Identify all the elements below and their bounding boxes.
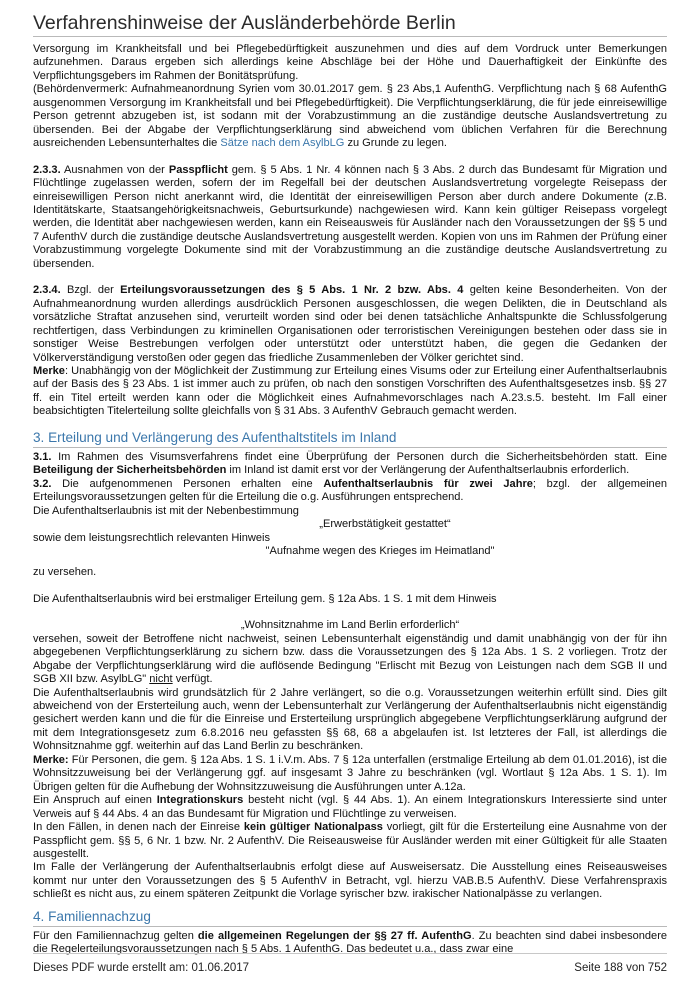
section-keyword: kein gültiger Nationalpass: [243, 821, 383, 834]
verlaengerung-paragraph: Die Aufenthaltserlaubnis wird grundsätzlich für 2 Jahre verlängert, so die o.g. Voraussetzungen weiterhin erfüllt sind. Dies gilt abweichend von der Ersterteilung auch, wenn der Lebensunterhalt zur Verlängerung der Aufenthaltserlaubnis nicht eigenständig gesichert werden kann und die für die Einreise und Ersterteilung ursprünglich abgegebene Verpflichtungserklärung aufgrund der mit dem Integrationsgesetz zum 6.8.2016 neu gefassten §§ 68, 68 a abgelaufen ist. Ist letzteres der Fall, ist allerdings die Wohnsitznahme ggf. weiterhin auf das Land Berlin zu beschränken.: [33, 686, 667, 753]
section-text: besteht nicht (vgl. § 44 Abs. 1). An einem Integrationskurs Interessierte sind unter Verweis auf § 44 Abs. 4 an das Bundesamt für Migration und Flüchtlinge zu verweisen.: [33, 794, 667, 820]
quote-erwerbstaetigkeit: „Erwerbstätigkeit gestattet“: [319, 518, 451, 531]
ersterteilung-line: Die Aufenthaltserlaubnis wird bei erstmaliger Erteilung gem. § 12a Abs. 1 S. 1 mit dem Hinweis: [33, 592, 497, 605]
section-text: Ein Anspruch auf einen: [33, 794, 157, 807]
section-keyword: Integrationskurs: [156, 794, 244, 807]
ausweisersatz-paragraph: Im Falle der Verlängerung der Aufenthaltserlaubnis erfolgt diese auf Ausweisersatz. Die Ausstellung eines Reiseausweises kommt nur unter den Voraussetzungen des § 5 AufenthV in Betracht, vgl. hierzu VAB.B.5 AufenthV. Diese Verfahrenspraxis schließt es nicht aus, zu einem späteren Zeitpunkt die Vorlage syrischer bzw. irakischer Nationalpässe zu verlangen.: [33, 861, 667, 901]
behoerdenvermerk-text: (Behördenvermerk: Aufnahmeanordnung Syrien vom 30.01.2017 gem. § 23 Abs,1 AufenthG. Verpflichtung nach § 68 AufenthG ausgenommen Versorgung im Krankheitsfall und bei Pflegebedürftigkeit). Die Verpflichtungserklärung, die für jede einreisewillige Person getrennt abzugeben ist, ist sodann mit der Vorabzustimmung an die zuständige deutsche Auslandsvertretung zu übersenden. Bei der Abgabe der Verpflichtungserklärung sind abweichend vom üblichen Verfahren für die Berechnung ausreichenden Lebensunterhaltes die: [33, 83, 667, 150]
section-text: gelten keine Besonderheiten. Von der Aufnahmeanordnung wurden allerdings ausdrücklich Personen ausgeschlossen, die wegen Delikten, die in Deutschland als vorsätzliche Straftat anzusehen sind, verurteilt worden sind oder bei denen tatsächliche Anhaltspunkte die Schlussfolgerung rechtfertigen, dass Verbindungen zu kriminellen Organisationen oder terroristischen Vereinigungen bestehen oder dass sie in sonstiger Weise Bestrebungen verfolgen oder unterstützt oder unterstützt haben, die gegen die Gedanken der Völkerverständigung verstoßen oder gegen das friedliche Zusammenleben der Völker gerichtet sind.: [33, 284, 667, 364]
section-text: Ausnahmen von der: [60, 163, 169, 176]
integrationskurs-paragraph: [33, 794, 667, 821]
section-number: 3.2.: [33, 477, 52, 490]
behoerdenvermerk-end: zu Grunde zu legen.: [344, 137, 447, 150]
quote-wohnsitznahme: „Wohnsitznahme im Land Berlin erforderlich“: [240, 619, 460, 632]
wohnsitz-paragraph: [33, 633, 667, 687]
section-3-2: [33, 478, 667, 505]
section-keyword: Erteilungsvoraussetzungen des § 5 Abs. 1 Nr. 2 bzw. Abs. 4: [120, 284, 464, 297]
section-keyword: Passpflicht: [168, 163, 228, 176]
versehen-line: zu versehen.: [33, 566, 97, 579]
section-text: In den Fällen, in denen nach der Einreise: [33, 821, 244, 834]
section-2-3-4: [33, 284, 667, 365]
footer-divider: [33, 953, 667, 954]
section-text: gem. § 5 Abs. 1 Nr. 4 können nach § 3 Abs. 2 durch das Bundesamt für Migration und Flüchtlinge zugelassen werden, sofern der im Regelfall bei der deutschen Auslandsvertretung vorgelegte Reisepass der einreisewilligen Person nicht anerkannt wird, die Identität der einreisewilligen Person aber durch andere Dokumente (z.B. Identitätskarte, Staatsangehörigkeitsnachweis, Geburtsurkunde) nachgewiesen wird. Kann kein gültiger Reisepass vorgelegt werden, die Identität aber nachgewiesen werden, kann ein Reiseausweis für Ausländer nach den Voraussetzungen der §§ 5 und 7 AufenthV durch die zuständige deutsche Auslandsvertretung ausgestellt werden. Kopien von uns im Rahmen der Prüfung einer Vorabzustimmung vorgelegte Dokumente sind mit der Vorabzustimmung an die zuständige deutsche Auslandsvertretung zu übersenden.: [33, 163, 667, 270]
merke-label: Merke: [33, 364, 65, 377]
page-title: Verfahrenshinweise der Ausländerbehörde Berlin: [33, 12, 456, 34]
merke-label: Merke:: [33, 753, 69, 766]
page-number: Seite 188 von 752: [574, 962, 667, 974]
section-text: Für den Familiennachzug gelten: [33, 929, 198, 942]
section-divider: [33, 926, 667, 927]
asylblg-link[interactable]: Sätze nach dem AsylbLG: [220, 137, 345, 150]
section-text: ; bzgl. der allgemeinen Erteilungsvoraussetzungen gelten für die Erteilung die o.g. Ausführungen entsprechend.: [33, 477, 667, 504]
merke-text: : Unabhängig von der Möglichkeit der Zustimmung zur Erteilung eines Visums oder zur Erteilung einer Aufenthaltserlaubnis auf der Basis des § 23 Abs. 1 ist immer auch zu prüfen, ob nach den sonstigen Vorschriften des Aufenthaltsgesetzes insb. §§ 27 ff. ein Titel erteilt werden kann oder die Möglichkeit eines Aufnahmevorschlages nach A.23.s.5. besteht. Im Fall einer beabsichtigten Titelerteilung sollte gleichfalls von § 31 Abs. 3 AufenthV Gebrauch gemacht werden.: [33, 364, 667, 418]
section-number: 2.3.4.: [33, 284, 61, 297]
section-keyword: Beteiligung der Sicherheitsbehörden: [33, 464, 227, 477]
hinweis-line: sowie dem leistungsrechtlich relevanten Hinweis: [33, 531, 271, 544]
merke-text: Für Personen, die gem. § 12a Abs. 1 S. 1 i.V.m. Abs. 7 § 12a unterfallen (erstmalige Erteilung ab dem 01.01.2016), ist die Wohnsitzzuweisung bei der Verlängerung ggf. auf insgesamt 3 Jahre zu beschränken (vgl. Wortlaut § 12a Abs. 1 S. 1). Im Übrigen gelten für die Aufhebung der Wohnsitzzuweisung die Ausführungen unter A.12a.: [33, 753, 667, 793]
section-number: 2.3.3.: [33, 163, 61, 176]
created-date: Dieses PDF wurde erstellt am: 01.06.2017: [33, 962, 250, 974]
section-text: vorliegt, gilt für die Ersterteilung eine Ausnahme von der Passpflicht gem. §§ 5, 6 Nr. 1 bzw. Nr. 2 AufenthV. Die Reiseausweise für Ausländer werden mit einer Gültigkeit für alle Staaten ausgestellt.: [33, 821, 667, 861]
section-text: im Inland ist damit erst vor der Verlängerung der Aufenthaltserlaubnis erforderlich.: [226, 464, 630, 477]
merke-paragraph: [33, 754, 667, 794]
section-number: 3.1.: [33, 450, 52, 463]
title-divider: [33, 36, 667, 37]
nationalpass-paragraph: [33, 821, 667, 861]
section-text: Im Rahmen des Visumsverfahrens findet eine Überprüfung der Personen durch die Sicherheitsbehörden statt. Eine: [51, 450, 667, 463]
intro-text: Versorgung im Krankheitsfall und bei Pflegebedürftigkeit auszunehmen und dies auf dem Vordruck unter Bemerkungen aufzunehmen. Daraus ergeben sich allerdings keine Abschläge bei der Höhe und Dauerhaftigkeit der Einkünfte des Verpflichtungsgebers im Rahmen der Bonitätsprüfung.: [33, 43, 667, 82]
section-4-heading: 4. Familiennachzug: [33, 908, 151, 924]
section-2-3-3: [33, 164, 667, 272]
section-3-1: [33, 451, 667, 478]
wohnsitz-text: versehen, soweit der Betroffene nicht nachweist, seinen Lebensunterhalt eigenständig und damit unabhängig von der für ihn abgegebenen Verpflichtungserklärung zu sichern bzw. dass die Voraussetzungen des § 12a Abs. 1 S. 2 vorliegen. Trotz der Abgabe der Verpflichtungserklärung wird die auflösende Bedingung "Erlischt mit Bezug von Leistungen nach dem SGB II und SGB XII bzw. AsylbLG": [33, 632, 667, 686]
section-text: Die aufgenommenen Personen erhalten eine: [51, 477, 324, 490]
section-text: . Zu beachten sind dabei insbesondere die Regelerteilungsvoraussetzungen nach § 5 Abs. 1 AufenthG. Das bedeutet u.a., dass zwar eine: [33, 929, 668, 956]
section-text: Bzgl. der: [60, 284, 121, 297]
section-keyword: die allgemeinen Regelungen der §§ 27 ff. AufenthG: [197, 929, 472, 942]
document-page: [33, 6, 667, 957]
underlined-word: nicht: [149, 673, 173, 686]
nebenbestimmung-line: Die Aufenthaltserlaubnis ist mit der Nebenbestimmung: [33, 504, 299, 517]
behoerdenvermerk-paragraph: [33, 83, 667, 150]
section-3-heading: 3. Erteilung und Verlängerung des Aufenthaltstitels im Inland: [33, 429, 397, 445]
quote-aufnahme-krieg: "Aufnahme wegen des Krieges im Heimatland": [265, 544, 495, 557]
wohnsitz-text-end: verfügt.: [172, 673, 213, 686]
intro-paragraph: [33, 43, 667, 83]
merke-paragraph: [33, 365, 667, 419]
section-keyword: Aufenthaltserlaubnis für zwei Jahre: [323, 477, 533, 490]
section-divider: [33, 447, 667, 448]
